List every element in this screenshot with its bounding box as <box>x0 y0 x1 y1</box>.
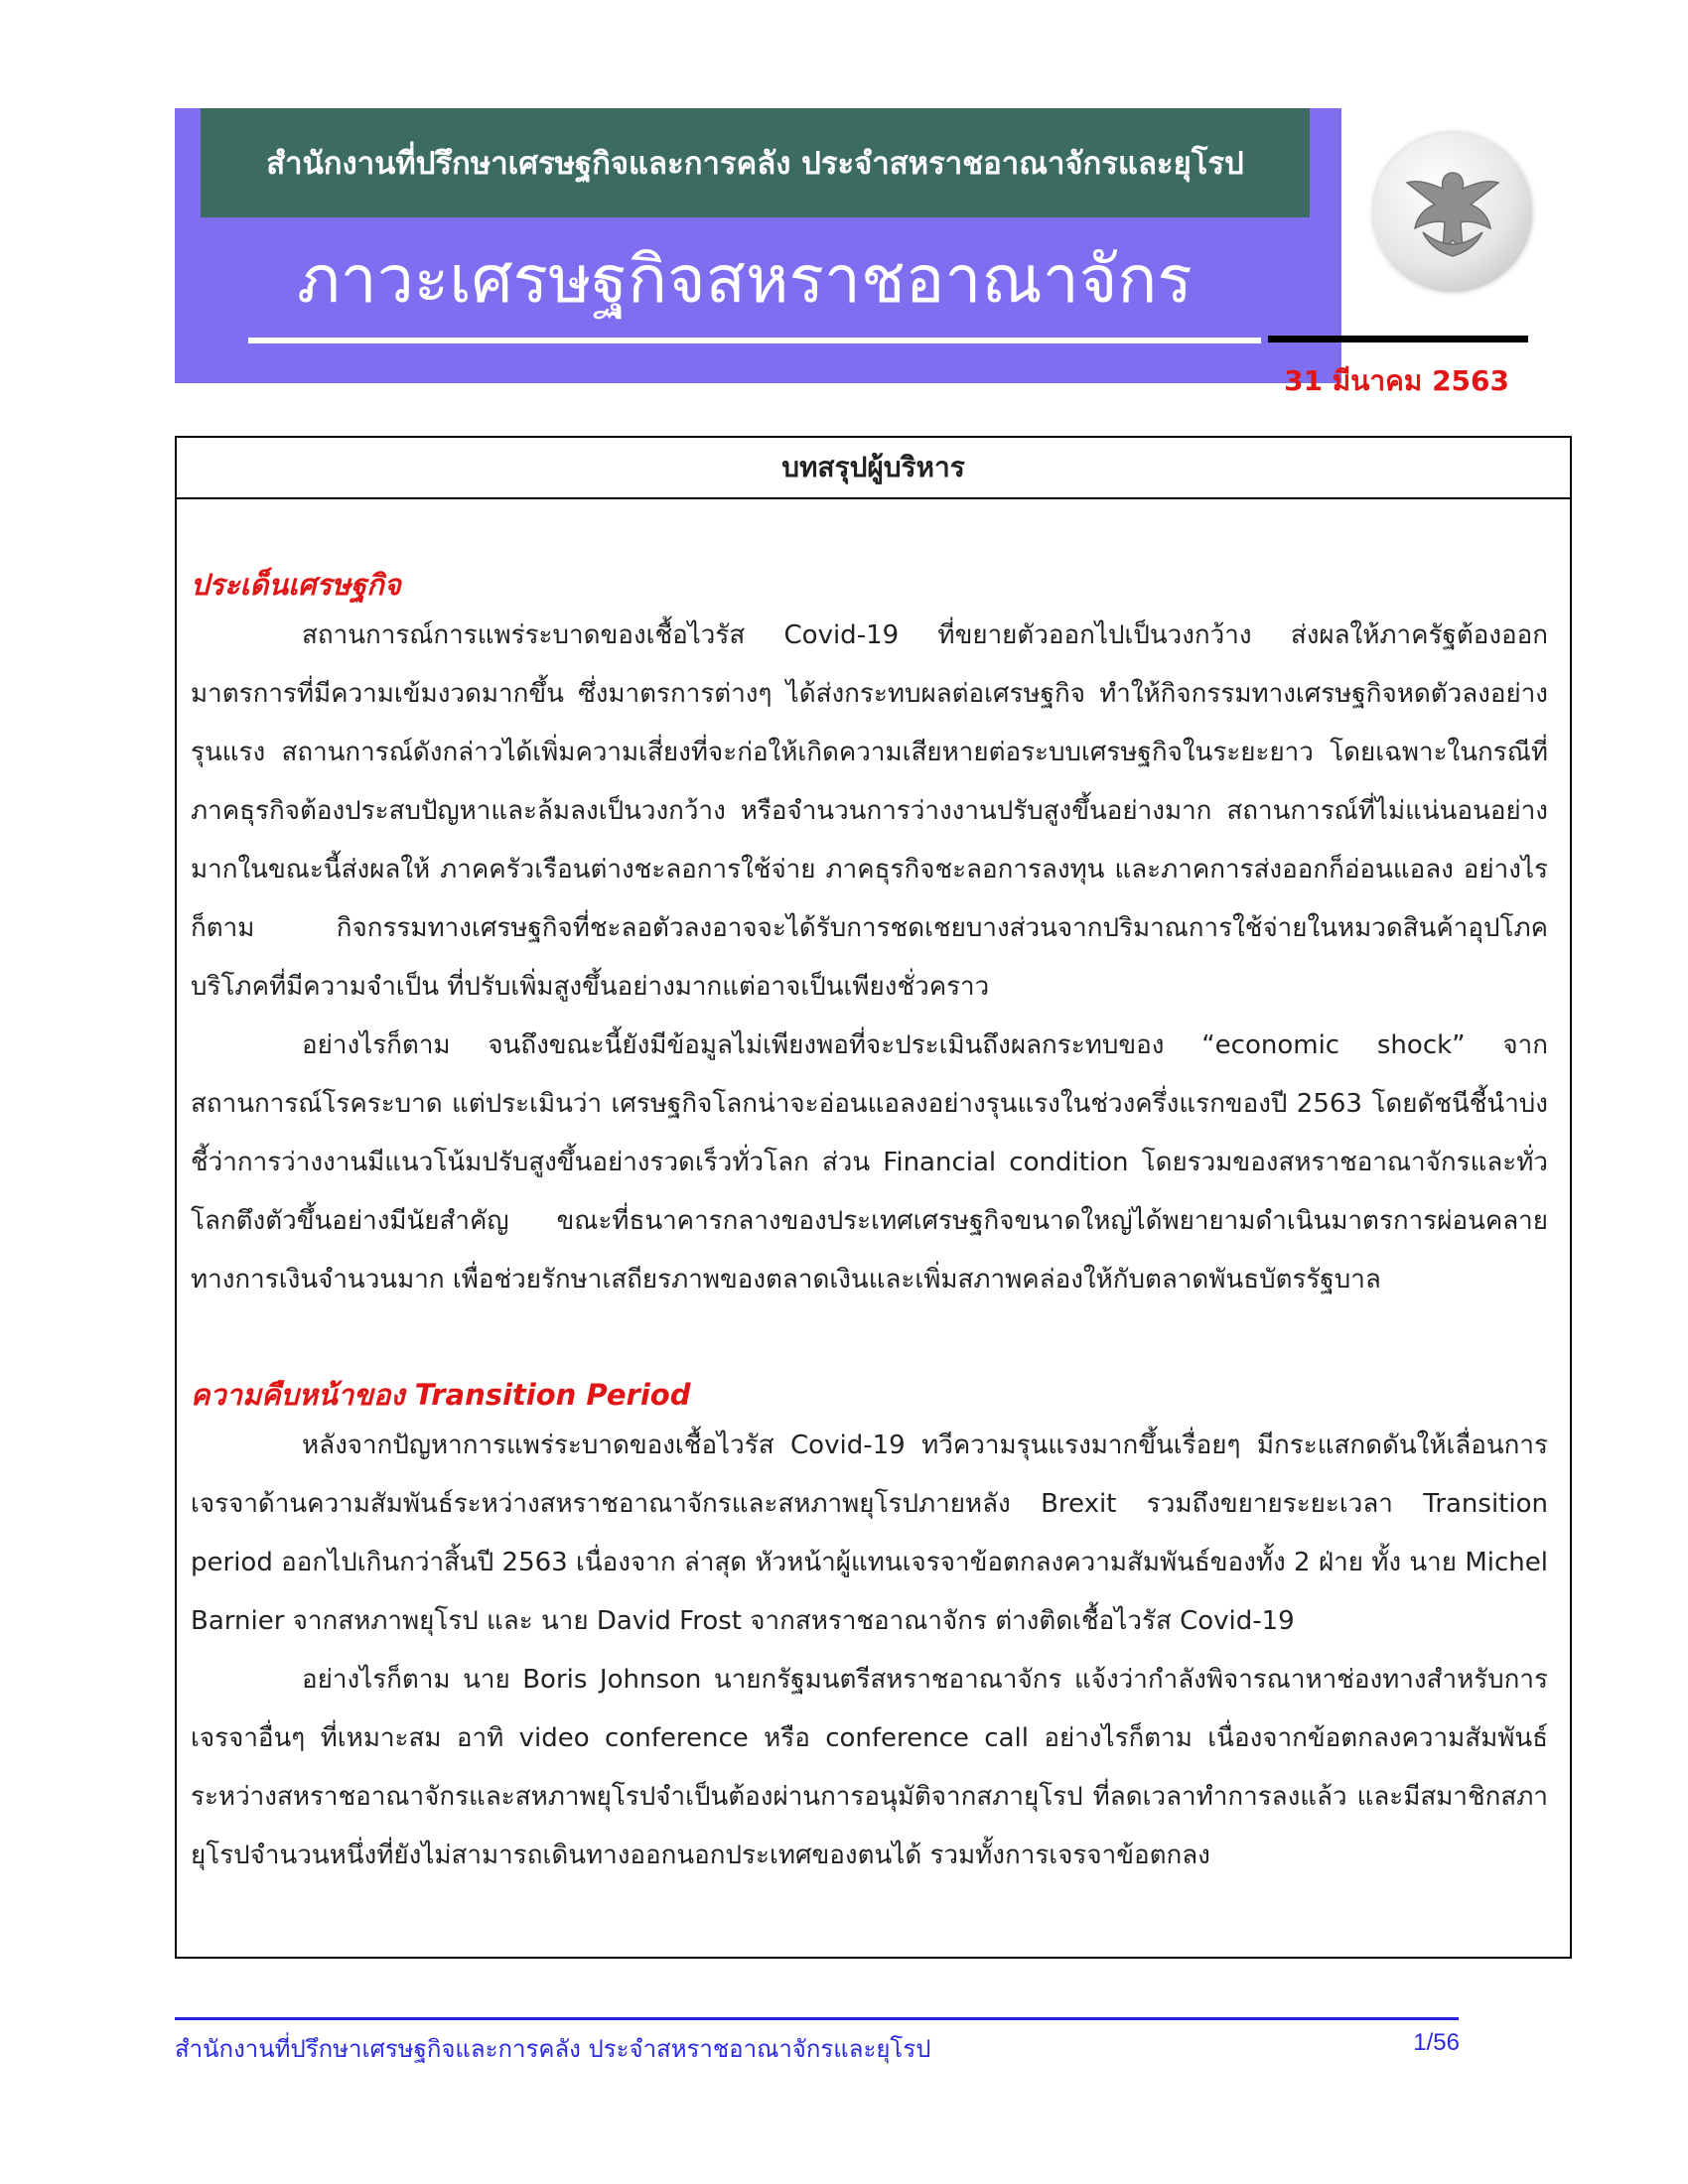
executive-summary-box <box>175 436 1572 1959</box>
header-divider <box>1268 336 1528 342</box>
paragraph: หลังจากปัญหาการแพร่ระบาดของเชื้อไวรัส Covid-19 ทวีความรุนแรงมากขึ้นเรื่อยๆ มีกระแสกดดันให้เลื่อนการเจรจาด้านความสัมพันธ์ระหว่างสหราชอาณาจักรและสหภาพยุโรปภายหลัง Brexit รวมถึงขยายระยะเวลา Transition period ออกไปเกินกว่าสิ้นปี 2563 เนื่องจาก ล่าสุด หัวหน้าผู้แทนเจรจาข้อตกลงความสัมพันธ์ของทั้ง 2 ฝ่าย ทั้ง นาย Michel Barnier จากสหภาพยุโรป และ นาย David Frost จากสหราชอาณาจักร ต่างติดเชื้อไวรัส Covid-19 <box>191 1431 1548 1636</box>
title-underline <box>248 338 1261 343</box>
section-heading-transition-period: ความคืบหน้าของ Transition Period <box>191 1378 691 1412</box>
org-name-box <box>201 108 1310 217</box>
paragraph: อย่างไรก็ตาม จนถึงขณะนี้ยังมีข้อมูลไม่เพียงพอที่จะประเมินถึงผลกระทบของ “economic shock” จากสถานการณ์โรคระบาด แต่ประเมินว่า เศรษฐกิจโลกน่าจะอ่อนแอลงอย่างรุนแรงในช่วงครึ่งแรกของปี 2563 โดยดัชนีชี้นำบ่งชี้ว่าการว่างงานมีแนวโน้มปรับสูงขึ้นอย่างรวดเร็วทั่วโลก ส่วน Financial condition โดยรวมของสหราชอาณาจักรและทั่วโลกตึงตัวขึ้นอย่างมีนัยสำคัญ ขณะที่ธนาคารกลางของประเทศเศรษฐกิจขนาดใหญ่ได้พยายามดำเนินมาตรการผ่อนคลายทางการเงินจำนวนมาก เพื่อช่วยรักษาเสถียรภาพของตลาดเงินและเพิ่มสภาพคล่องให้กับตลาดพันธบัตรรัฐบาล <box>191 1030 1548 1295</box>
section-gap <box>191 1309 1548 1349</box>
summary-heading: บทสรุปผู้บริหาร <box>177 438 1570 499</box>
footer-org-name: สำนักงานที่ปรึกษาเศรษฐกิจและการคลัง ประจำสหราชอาณาจักรและยุโรป <box>175 2035 931 2063</box>
report-title: ภาวะเศรษฐกิจสหราชอาณาจักร <box>297 241 1193 318</box>
paragraph: สถานการณ์การแพร่ระบาดของเชื้อไวรัส Covid-19 ที่ขยายตัวออกไปเป็นวงกว้าง ส่งผลให้ภาครัฐต้องออกมาตรการที่มีความเข้มงวดมากขึ้น ซึ่งมาตรการต่างๆ ได้ส่งกระทบผลต่อเศรษฐกิจ ทำให้กิจกรรมทางเศรษฐกิจหดตัวลงอย่างรุนแรง สถานการณ์ดังกล่าวได้เพิ่มความเสี่ยงที่จะก่อให้เกิดความเสียหายต่อระบบเศรษฐกิจในระยะยาว โดยเฉพาะในกรณีที่ภาคธุรกิจต้องประสบปัญหาและล้มลงเป็นวงกว้าง หรือจำนวนการว่างงานปรับสูงขึ้นอย่างมาก สถานการณ์ที่ไม่แน่นอนอย่างมากในขณะนี้ส่งผลให้ ภาคครัวเรือนต่างชะลอการใช้จ่าย ภาคธุรกิจชะลอการลงทุน และภาคการส่งออกก็อ่อนแอลง อย่างไรก็ตาม กิจกรรมทางเศรษฐกิจที่ชะลอตัวลงอาจจะได้รับการชดเชยบางส่วนจากปริมาณการใช้จ่ายในหมวดสินค้าอุปโภคบริโภคที่มีความจำเป็น ที่ปรับเพิ่มสูงขึ้นอย่างมากแต่อาจเป็นเพียงชั่วคราว <box>191 620 1548 1002</box>
org-name: สำนักงานที่ปรึกษาเศรษฐกิจและการคลัง ประจำสหราชอาณาจักรและยุโรป <box>266 146 1244 182</box>
garuda-seal-icon <box>1373 133 1532 292</box>
page-number: 1/56 <box>1413 2029 1460 2056</box>
footer-rule <box>175 2017 1459 2020</box>
summary-content <box>177 563 1570 1885</box>
report-date: 31 มีนาคม 2563 <box>1284 364 1509 397</box>
paragraph: อย่างไรก็ตาม นาย Boris Johnson นายกรัฐมนตรีสหราชอาณาจักร แจ้งว่ากำลังพิจารณาหาช่องทางสำหรับการเจรจาอื่นๆ ที่เหมาะสม อาทิ video conference หรือ conference call อย่างไรก็ตาม เนื่องจากข้อตกลงความสัมพันธ์ระหว่างสหราชอาณาจักรและสหภาพยุโรปจำเป็นต้องผ่านการอนุมัติจากสภายุโรป ที่ลดเวลาทำการลงแล้ว และมีสมาชิกสภายุโรปจำนวนหนึ่งที่ยังไม่สามารถเดินทางออกนอกประเทศของตนได้ รวมทั้งการเจรจาข้อตกลง <box>191 1665 1548 1870</box>
section-heading-economic-issues: ประเด็นเศรษฐกิจ <box>191 568 401 602</box>
